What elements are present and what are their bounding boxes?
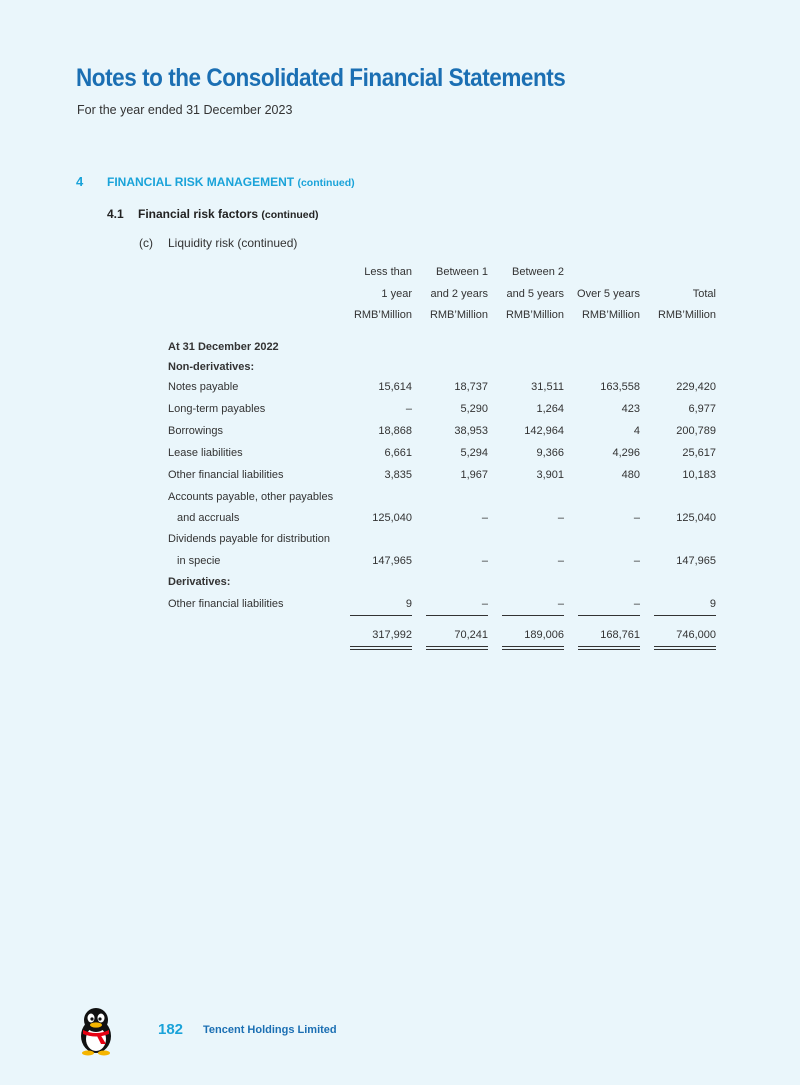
header-cell: Between 1 bbox=[436, 266, 488, 278]
subsection-title bbox=[138, 207, 319, 221]
table-row-label-line bbox=[0, 530, 800, 548]
subsection-title-text: Financial risk factors bbox=[138, 207, 259, 221]
subtotal-rule bbox=[578, 615, 640, 616]
cell-value: 147,965 bbox=[676, 555, 716, 567]
cell-value: 6,977 bbox=[688, 403, 716, 415]
subsection-continued: (continued) bbox=[261, 209, 319, 221]
header-cell: RMB’Million bbox=[353, 309, 412, 321]
table-row bbox=[0, 509, 800, 527]
cell-value: 18,868 bbox=[378, 425, 412, 437]
cell-value: 229,420 bbox=[676, 381, 716, 393]
row-label-continuation: in specie bbox=[177, 555, 221, 567]
table-row bbox=[0, 466, 800, 484]
table-header-line-3 bbox=[0, 306, 800, 324]
row-label: Notes payable bbox=[168, 381, 239, 393]
subtotal-rule bbox=[350, 615, 412, 616]
cell-value: 147,965 bbox=[372, 555, 412, 567]
row-label: Other financial liabilities bbox=[168, 469, 284, 481]
header-cell: RMB’Million bbox=[657, 309, 716, 321]
cell-value: 200,789 bbox=[676, 425, 716, 437]
cell-value: 163,558 bbox=[600, 381, 640, 393]
page-number: 182 bbox=[158, 1021, 184, 1038]
section-number: 4 bbox=[76, 174, 84, 189]
table-row bbox=[0, 400, 800, 418]
table-row bbox=[0, 422, 800, 440]
cell-value: 125,040 bbox=[372, 512, 412, 524]
non-derivatives-heading bbox=[0, 358, 800, 376]
cell-value: 4,296 bbox=[612, 447, 640, 459]
total-double-rule bbox=[502, 646, 564, 650]
table-header-line-1 bbox=[0, 263, 800, 281]
totals-row bbox=[0, 626, 800, 644]
item-label: (c) bbox=[139, 236, 153, 250]
cell-value: 4 bbox=[633, 425, 640, 437]
date-heading-text: At 31 December 2022 bbox=[168, 341, 279, 353]
table-row bbox=[0, 595, 800, 613]
table-row bbox=[0, 378, 800, 396]
total-double-rule bbox=[578, 646, 640, 650]
cell-value: 25,617 bbox=[682, 447, 716, 459]
table-row bbox=[0, 552, 800, 570]
row-label: Long-term payables bbox=[168, 403, 266, 415]
cell-value: 5,290 bbox=[460, 403, 488, 415]
company-name: Tencent Holdings Limited bbox=[203, 1024, 337, 1036]
header-cell: Less than bbox=[364, 266, 412, 278]
section-continued: (continued) bbox=[297, 177, 355, 189]
row-label: Borrowings bbox=[168, 425, 224, 437]
subsection-number: 4.1 bbox=[107, 207, 124, 221]
cell-value: 142,964 bbox=[524, 425, 564, 437]
cell-value: 9,366 bbox=[536, 447, 564, 459]
cell-value: 1,264 bbox=[536, 403, 564, 415]
total-value: 317,992 bbox=[372, 629, 412, 641]
derivatives-heading bbox=[0, 573, 800, 591]
cell-value: – bbox=[481, 512, 488, 524]
date-heading bbox=[0, 338, 800, 356]
cell-value: 9 bbox=[405, 598, 412, 610]
total-double-rule bbox=[654, 646, 716, 650]
cell-value: – bbox=[557, 598, 564, 610]
cell-value: 125,040 bbox=[676, 512, 716, 524]
table-row-label-line bbox=[0, 488, 800, 506]
page-title: Notes to the Consolidated Financial Statements bbox=[76, 64, 566, 92]
cell-value: 5,294 bbox=[460, 447, 488, 459]
table-header-line-2 bbox=[0, 285, 800, 303]
total-value: 746,000 bbox=[676, 629, 716, 641]
cell-value: 1,967 bbox=[460, 469, 488, 481]
cell-value: – bbox=[633, 555, 640, 567]
cell-value: 38,953 bbox=[454, 425, 488, 437]
item-title: Liquidity risk (continued) bbox=[168, 236, 298, 250]
header-cell: and 2 years bbox=[430, 288, 488, 300]
row-label: Accounts payable, other payables bbox=[168, 491, 334, 503]
header-cell: 1 year bbox=[381, 288, 412, 300]
cell-value: 31,511 bbox=[531, 381, 564, 393]
cell-value: 480 bbox=[621, 469, 640, 481]
cell-value: – bbox=[481, 598, 488, 610]
cell-value: – bbox=[557, 555, 564, 567]
total-double-rule bbox=[426, 646, 488, 650]
table-row bbox=[0, 444, 800, 462]
header-cell: Between 2 bbox=[512, 266, 564, 278]
row-label: Other financial liabilities bbox=[168, 598, 284, 610]
cell-value: – bbox=[633, 598, 640, 610]
header-cell: Over 5 years bbox=[577, 288, 640, 300]
header-cell: RMB’Million bbox=[505, 309, 564, 321]
header-cell: RMB’Million bbox=[581, 309, 640, 321]
header-cell: RMB’Million bbox=[429, 309, 488, 321]
cell-value: 18,737 bbox=[454, 381, 488, 393]
header-cell: Total bbox=[692, 288, 716, 300]
cell-value: 6,661 bbox=[384, 447, 412, 459]
total-value: 189,006 bbox=[524, 629, 564, 641]
cell-value: – bbox=[633, 512, 640, 524]
subtotal-rule bbox=[654, 615, 716, 616]
row-label: Lease liabilities bbox=[168, 447, 243, 459]
subtotal-rule bbox=[502, 615, 564, 616]
section-title-text: FINANCIAL RISK MANAGEMENT bbox=[107, 175, 295, 189]
cell-value: 3,901 bbox=[536, 469, 564, 481]
cell-value: – bbox=[481, 555, 488, 567]
page-subtitle: For the year ended 31 December 2023 bbox=[77, 103, 293, 117]
derivatives-heading-text: Derivatives: bbox=[168, 576, 231, 588]
cell-value: – bbox=[557, 512, 564, 524]
non-derivatives-heading-text: Non-derivatives: bbox=[168, 361, 255, 373]
cell-value: 423 bbox=[621, 403, 640, 415]
total-value: 168,761 bbox=[600, 629, 640, 641]
section-title bbox=[107, 175, 355, 189]
total-value: 70,241 bbox=[454, 629, 488, 641]
qq-penguin-icon bbox=[76, 1006, 116, 1056]
row-label-continuation: and accruals bbox=[177, 512, 240, 524]
cell-value: 3,835 bbox=[384, 469, 412, 481]
cell-value: 9 bbox=[709, 598, 716, 610]
row-label: Dividends payable for distribution bbox=[168, 533, 331, 545]
total-double-rule bbox=[350, 646, 412, 650]
subtotal-rule bbox=[426, 615, 488, 616]
cell-value: 10,183 bbox=[682, 469, 716, 481]
header-cell: and 5 years bbox=[506, 288, 564, 300]
cell-value: 15,614 bbox=[378, 381, 412, 393]
cell-value: – bbox=[405, 403, 412, 415]
